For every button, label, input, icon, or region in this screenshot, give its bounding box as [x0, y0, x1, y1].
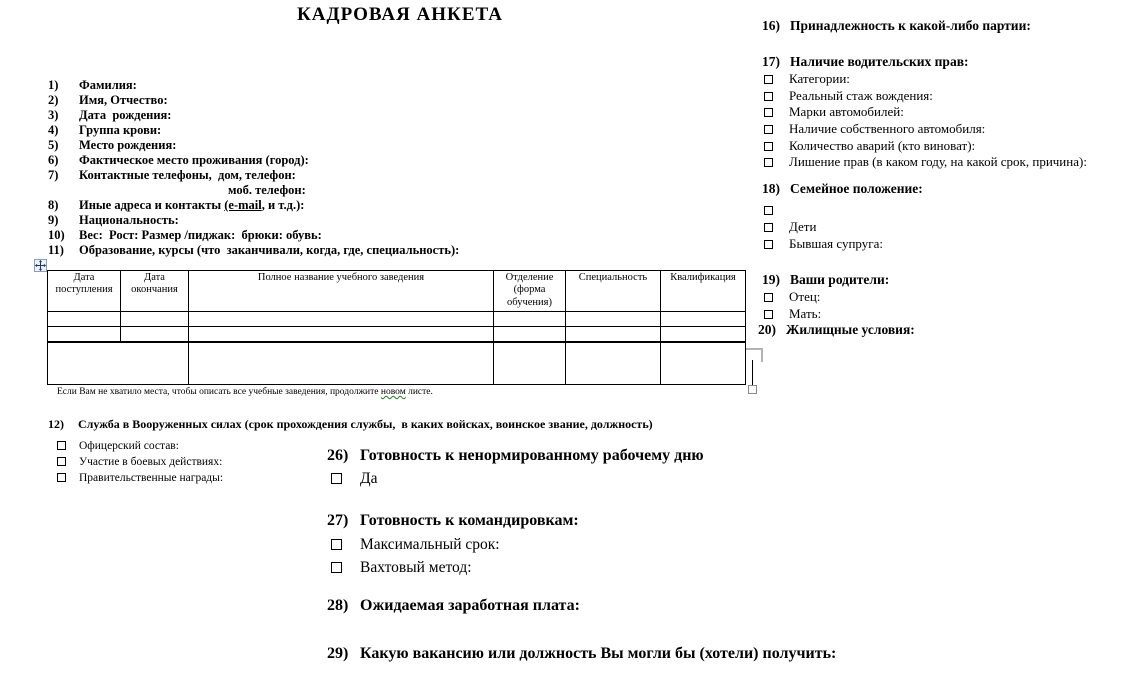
table-header-cell: Дата поступления — [48, 271, 121, 312]
checkbox-label: Да — [360, 470, 378, 487]
table-cell[interactable] — [48, 327, 121, 343]
field-nationality — [48, 213, 459, 228]
item-number: 4) — [48, 123, 59, 137]
item-number: 8) — [48, 198, 59, 212]
field-label: Дата рождения: — [79, 108, 172, 122]
item-number: 12) — [48, 417, 64, 431]
checkbox-label: Правительственные награды: — [79, 472, 224, 484]
checkbox[interactable] — [764, 293, 773, 302]
email-underlined-text: (e-mail — [224, 198, 262, 212]
section-27-business-trips — [327, 512, 579, 530]
table-cell[interactable] — [566, 342, 661, 385]
text-boundary-corner — [746, 348, 763, 362]
table-cell[interactable] — [494, 342, 566, 385]
table-cell[interactable] — [121, 327, 189, 343]
table-cell[interactable] — [189, 342, 494, 385]
item-number: 18) — [762, 181, 780, 196]
section-26-overtime — [327, 447, 704, 465]
field-label: , и т.д.): — [261, 198, 305, 212]
section-16-party — [762, 18, 1031, 34]
table-cell[interactable] — [48, 312, 121, 327]
field-other-contacts — [48, 198, 459, 213]
checkbox-item-yes — [331, 470, 377, 488]
checkbox-item-car-makes — [764, 104, 904, 120]
checkbox-label: Мать: — [789, 306, 822, 321]
checkbox[interactable] — [57, 457, 66, 466]
field-birth-place — [48, 138, 459, 153]
checkbox-item-accidents — [764, 138, 975, 154]
checkbox[interactable] — [57, 441, 66, 450]
field-measurements — [48, 228, 459, 243]
table-header-cell: Специальность — [566, 271, 661, 312]
table-row — [48, 342, 746, 385]
table-note — [57, 387, 433, 397]
checkbox[interactable] — [331, 539, 342, 550]
field-label: Группа крови: — [79, 123, 162, 137]
table-cell[interactable] — [566, 312, 661, 327]
checkbox-item-children — [764, 219, 816, 235]
section-title: Готовность к командировкам: — [360, 512, 579, 529]
table-cell[interactable] — [494, 327, 566, 343]
checkbox[interactable] — [764, 108, 773, 117]
item-number: 19) — [762, 272, 780, 287]
item-number: 27) — [327, 512, 349, 529]
section-title: Принадлежность к какой-либо партии: — [790, 18, 1031, 33]
checkbox-item-license-revocation — [764, 154, 1087, 170]
field-label: Имя, Отчество: — [79, 93, 168, 107]
item-number: 17) — [762, 54, 780, 69]
checkbox-item-driving-experience — [764, 88, 933, 104]
checkbox[interactable] — [764, 92, 773, 101]
section-title: Наличие водительских прав: — [790, 54, 969, 69]
field-label: Контактные телефоны, дом, телефон: — [79, 168, 296, 182]
personal-items-list — [48, 78, 459, 258]
checkbox[interactable] — [764, 75, 773, 84]
checkbox-item-father — [764, 289, 820, 305]
field-phone-mobile — [48, 183, 459, 198]
item-number: 28) — [327, 597, 349, 614]
checkbox-label: Категории: — [789, 71, 850, 86]
item-number: 26) — [327, 447, 349, 464]
section-title: Ожидаемая заработная плата: — [360, 597, 580, 614]
field-education-header — [48, 243, 459, 258]
checkbox-label: Марки автомобилей: — [789, 104, 904, 119]
checkbox-item-categories — [764, 71, 850, 87]
item-number: 2) — [48, 93, 59, 107]
table-move-handle-icon[interactable] — [34, 259, 47, 272]
table-header-cell: Полное название учебного заведения — [189, 271, 494, 312]
table-row — [48, 327, 746, 343]
note-text: Если Вам не хватило места, чтобы описать все учебные заведения, продолжите — [57, 387, 381, 397]
section-title: Семейное положение: — [790, 181, 923, 196]
table-header-cell: Дата окончания — [121, 271, 189, 312]
section-29-desired-position — [327, 645, 836, 663]
field-residence — [48, 153, 459, 168]
note-text: листе. — [405, 387, 433, 397]
section-title: Какую вакансию или должность Вы могли бы (хотели) получить: — [360, 645, 837, 662]
section-28-salary — [327, 597, 580, 615]
checkbox-label: Вахтовый метод: — [360, 559, 472, 576]
field-label: Фамилия: — [79, 78, 137, 92]
table-cell[interactable] — [189, 327, 494, 343]
item-number: 1) — [48, 78, 59, 92]
checkbox-label: Дети — [789, 219, 817, 234]
section-19-parents — [762, 272, 889, 288]
checkbox[interactable] — [764, 223, 773, 232]
field-birth-date — [48, 108, 459, 123]
checkbox[interactable] — [764, 206, 773, 215]
checkbox-label: Количество аварий (кто виноват): — [789, 138, 976, 153]
checkbox-item-officer — [57, 440, 179, 452]
checkbox[interactable] — [331, 562, 342, 573]
checkbox[interactable] — [764, 142, 773, 151]
checkbox[interactable] — [764, 310, 773, 319]
item-number: 7) — [48, 168, 59, 182]
table-cell[interactable] — [48, 342, 189, 385]
checkbox[interactable] — [764, 125, 773, 134]
checkbox-label: Реальный стаж вождения: — [789, 88, 933, 103]
item-number: 3) — [48, 108, 59, 122]
field-name-patronymic — [48, 93, 459, 108]
table-header-row — [48, 271, 746, 312]
table-header-cell: Отделение (форма обучения) — [494, 271, 566, 312]
checkbox-label: Участие в боевых действиях: — [79, 456, 223, 468]
checkbox-item-ex-spouse — [764, 236, 883, 252]
item-number: 9) — [48, 213, 59, 227]
section-17-driving — [762, 54, 968, 70]
checkbox-item-max-term — [331, 536, 500, 554]
field-label: Вес: Рост: Размер /пиджак: брюки: обувь: — [79, 228, 322, 242]
education-table — [47, 270, 746, 385]
field-label: Национальность: — [79, 213, 179, 227]
field-label: Фактическое место проживания (город): — [79, 153, 309, 167]
item-number: 6) — [48, 153, 59, 167]
section-title: Жилищные условия: — [786, 322, 915, 337]
item-number: 16) — [762, 18, 780, 33]
checkbox-item-rotation-method — [331, 559, 472, 577]
field-phones-home — [48, 168, 459, 183]
item-number: 10) — [48, 228, 65, 242]
item-number: 5) — [48, 138, 59, 152]
table-cell[interactable] — [661, 312, 746, 327]
section-title: Ваши родители: — [790, 272, 890, 287]
table-cell[interactable] — [189, 312, 494, 327]
field-label: моб. телефон: — [228, 183, 306, 197]
item-number: 11) — [48, 243, 64, 257]
table-cell[interactable] — [661, 342, 746, 385]
checkbox-label: Отец: — [789, 289, 821, 304]
table-resize-handle-icon[interactable] — [748, 385, 757, 394]
table-row — [48, 312, 746, 327]
checkbox[interactable] — [331, 473, 342, 484]
checkbox-item-combat — [57, 456, 222, 468]
grammar-flagged-word: новом — [380, 387, 406, 397]
table-header-cell: Квалификация — [661, 271, 746, 312]
checkbox-item-marital-empty — [764, 202, 789, 218]
checkbox[interactable] — [57, 473, 66, 482]
checkbox-item-mother — [764, 306, 821, 322]
checkbox-label: Наличие собственного автомобиля: — [789, 121, 986, 136]
checkbox-label: Максимальный срок: — [360, 536, 500, 553]
checkbox-item-own-car — [764, 121, 985, 137]
table-cell[interactable] — [121, 312, 189, 327]
checkbox[interactable] — [764, 158, 773, 167]
item-number: 20) — [758, 322, 776, 337]
table-cell[interactable] — [566, 327, 661, 343]
field-label: Место рождения: — [79, 138, 177, 152]
checkbox-label: Бывшая супруга: — [789, 236, 883, 251]
checkbox-label: Офицерский состав: — [79, 440, 179, 452]
field-label: Образование, курсы (что заканчивали, когда, где, специальность): — [79, 243, 460, 257]
section-18-marital — [762, 181, 923, 197]
item-number: 29) — [327, 645, 349, 662]
field-blood-type — [48, 123, 459, 138]
field-surname — [48, 78, 459, 93]
checkbox[interactable] — [764, 240, 773, 249]
checkbox-item-awards — [57, 472, 223, 484]
section-20-housing — [758, 322, 915, 338]
section-12-military-service — [48, 417, 653, 432]
table-edge-line — [752, 360, 753, 386]
table-cell[interactable] — [494, 312, 566, 327]
field-label: Иные адреса и контакты — [79, 198, 225, 212]
section-title: Готовность к ненормированному рабочему дню — [360, 447, 704, 464]
field-label: Служба в Вооруженных силах (срок прохождения службы, в каких войсках, воинское звание, должность) — [78, 417, 653, 431]
form-title: КАДРОВАЯ АНКЕТА — [297, 4, 503, 25]
table-cell[interactable] — [661, 327, 746, 343]
checkbox-label: Лишение прав (в каком году, на какой срок, причина): — [789, 154, 1087, 169]
